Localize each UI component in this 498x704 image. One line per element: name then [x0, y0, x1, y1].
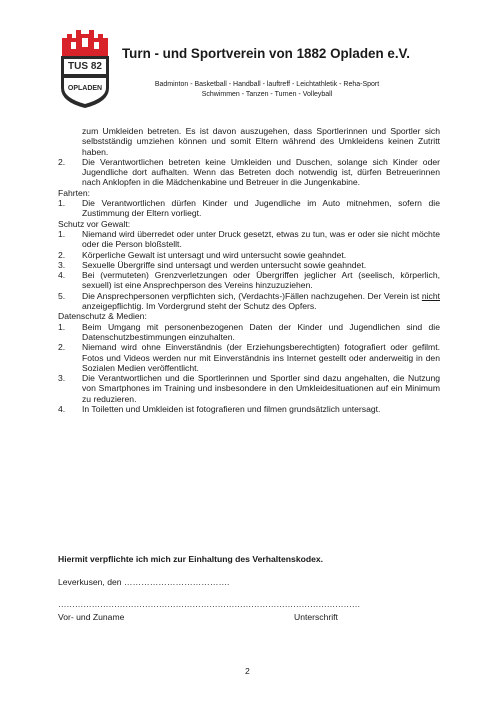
pledge-statement: Hiermit verpflichte ich mich zur Einhaltung des Verhaltenskodex.: [58, 554, 324, 564]
sports-line-2: Schwimmen - Tanzen - Turnen - Volleyball: [201, 91, 333, 98]
logo-text-bottom: OPLADEN: [67, 85, 103, 92]
list-number: 1.: [58, 228, 66, 239]
fahrten-list: [58, 198, 440, 219]
intro-continued-text: zum Umkleiden betreten. Es ist davon auszugehen, dass Sportlerinnen und Sportler sich selbstständig umziehen können und somit Eltern während des Umkleidens keinen Zutritt haben.: [82, 126, 440, 157]
gewalt-list: [58, 229, 440, 311]
place-date-line: Leverkusen, den ……………………………….: [58, 577, 230, 587]
gewalt-item-5: Die Ansprechpersonen verpflichten sich, (Verdachts-)Fällen nachzugehen. Der Verein ist nicht anzeigepflichtig. Im Vordergrund steht der Schutz des Opfers.: [82, 290, 440, 312]
list-item: [58, 404, 440, 414]
section-heading-fahrten: Fahrten:: [58, 187, 91, 198]
logo-text-top: TUS 82: [68, 61, 102, 72]
page-number: 2: [245, 666, 250, 676]
list-item: [58, 373, 440, 404]
section-heading-datenschutz: Datenschutz & Medien:: [58, 311, 147, 322]
document-body: [58, 126, 440, 414]
list-item: [58, 126, 440, 157]
datenschutz-item-4: In Toiletten und Umkleiden ist fotografieren und filmen grundsätzlich untersagt.: [82, 404, 381, 415]
list-number: 5.: [58, 290, 66, 301]
datenschutz-item-1: Beim Umgang mit personenbezogenen Daten der Kinder und Jugendlichen sind die Datenschutzbestimmungen einzuhalten.: [82, 321, 440, 342]
list-item: [58, 229, 440, 250]
intro-list: [58, 126, 440, 188]
list-number: 2.: [58, 249, 66, 260]
datenschutz-item-2: Niemand wird ohne Einverständnis (der Erziehungsberechtigten) fotografiert oder gefilmt. Fotos und Videos werden nur mit Einverständnis ins Internet gestellt oder anderweitig in den Sozialen Medien veröffentlicht.: [82, 342, 440, 373]
section-heading-gewalt: Schutz vor Gewalt:: [58, 218, 131, 229]
gewalt-item-2: Körperliche Gewalt ist untersagt und wird untersucht sowie geahndet.: [82, 249, 347, 260]
list-item: [58, 291, 440, 312]
list-item: [58, 322, 440, 343]
intro-item-2: Die Verantwortlichen betreten keine Umkleiden und Duschen, solange sich Kinder oder Jugendliche dort aufhalten. Wenn das Betreten doch notwendig ist, dürfen Betreuerinnen nach Anklopfen in die Mädchenkabine und Betreuer in die Jungenkabine.: [82, 156, 440, 188]
datenschutz-item-3: Die Verantwortlichen und die Sportlerinnen und Sportler sind dazu angehalten, die Nutzung von Smartphones im Training und insbesondere in den Umkleidesituationen auf ein Minimum zu reduzieren.: [82, 373, 440, 404]
gewalt-item-3: Sexuelle Übergriffe sind untersagt und werden untersucht sowie geahndet.: [82, 259, 367, 270]
list-item: [58, 270, 440, 291]
list-number: 4.: [58, 404, 66, 415]
club-title: Turn - und Sportverein von 1882 Opladen e.V.: [122, 46, 410, 61]
signature-line: ………………………………………………………………………………………………: [58, 599, 361, 609]
gewalt-item-1: Niemand wird überredet oder unter Druck gesetzt, etwas zu tun, was er oder sie nicht möchte oder die Person bloßstellt.: [82, 228, 440, 250]
list-number: 3.: [58, 259, 66, 270]
datenschutz-list: [58, 322, 440, 415]
gewalt-item-4: Bei (vermuteten) Grenzverletzungen oder Übergriffen jeglicher Art (seelisch, körperlich, sexuell) ist eine Ansprechperson des Vereins hinzuzuziehen.: [82, 270, 440, 291]
list-item: [58, 157, 440, 188]
fahrten-item-1: Die Verantwortlichen dürfen Kinder und Jugendliche im Auto mitnehmen, sofern die Zustimmung der Eltern vorliegt.: [82, 198, 440, 219]
list-number: 3.: [58, 373, 66, 384]
sports-list: [122, 80, 412, 100]
list-item: [58, 342, 440, 373]
list-number: 2.: [58, 156, 66, 167]
underlined-nicht: nicht: [421, 290, 440, 301]
list-number: 4.: [58, 270, 66, 281]
sports-line-1: Badminton - Basketball - Handball - lauftreff - Leichtathletik - Reha-Sport: [154, 81, 380, 88]
club-logo: [58, 26, 112, 110]
list-number: 2.: [58, 342, 66, 353]
list-number: 1.: [58, 321, 66, 332]
list-number: 1.: [58, 198, 66, 209]
list-item: [58, 198, 440, 219]
list-item: [58, 250, 440, 260]
name-label: Vor- und Zuname: [58, 612, 125, 622]
list-item: [58, 260, 440, 270]
signature-label: Unterschrift: [294, 612, 338, 622]
